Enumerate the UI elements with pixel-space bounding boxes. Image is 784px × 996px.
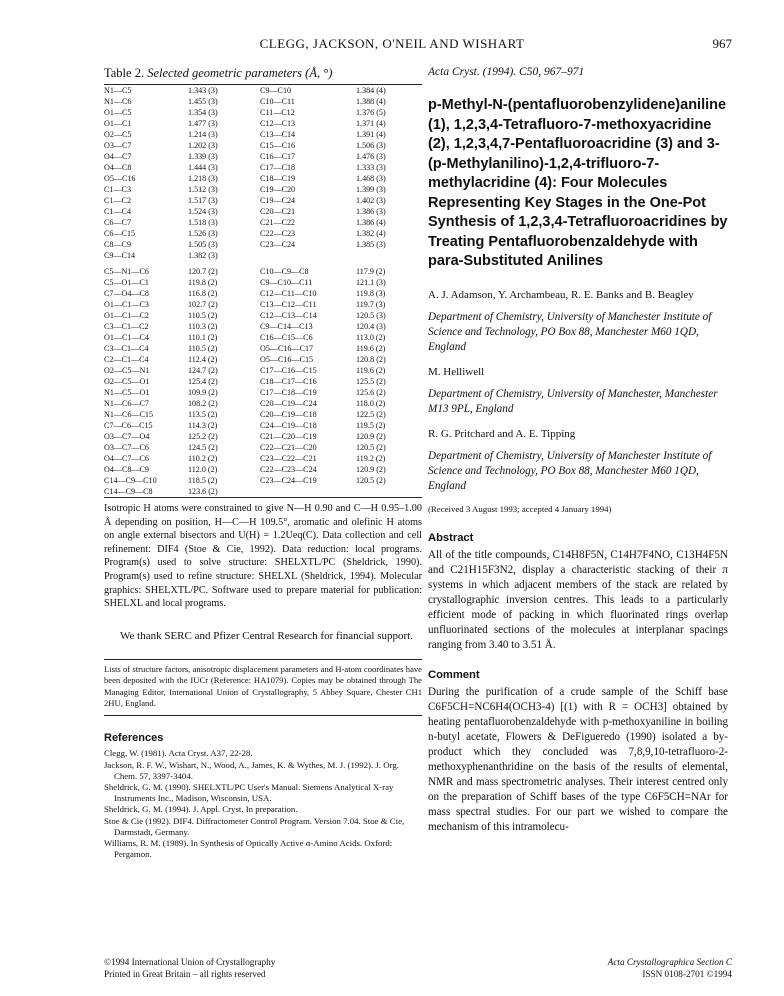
- parameter-value: 110.2 (2): [188, 454, 218, 463]
- parameter-label: C17—C18—C19: [260, 388, 317, 397]
- parameter-label: O2—C5: [104, 130, 132, 139]
- parameter-value: 1.385 (3): [356, 240, 386, 249]
- parameter-value: [356, 250, 418, 261]
- reference-item: Jackson, R. F. W., Wishart, N., Wood, A., James, K. & Wythes, M. J. (1992). J. Org. Chem. 57, 3397-3404.: [104, 759, 399, 781]
- parameter-label: N1—C6: [104, 97, 132, 106]
- parameter-value: 125.6 (2): [356, 388, 386, 397]
- parameter-label: C1—C4: [104, 207, 131, 216]
- left-column: [104, 66, 422, 860]
- parameter-label: O4—C8—C9: [104, 465, 149, 474]
- table-row: [104, 453, 422, 464]
- parameter-value: 114.3 (2): [188, 421, 218, 430]
- parameter-label: C3—C1—C4: [104, 344, 149, 353]
- geometric-parameters-table: [104, 84, 422, 498]
- parameter-value: 118.0 (2): [356, 399, 386, 408]
- parameter-value: 102.7 (2): [188, 300, 218, 309]
- parameter-value: 1.354 (3): [188, 108, 218, 117]
- parameter-value: 119.7 (3): [356, 300, 386, 309]
- parameter-label: C23—C22—C21: [260, 454, 317, 463]
- parameter-label: C22—C23—C24: [260, 465, 317, 474]
- table-row: [104, 332, 422, 343]
- parameter-label: C13—C12—C11: [260, 300, 317, 309]
- table-row: [104, 184, 422, 195]
- parameter-label: O1—C1—C3: [104, 300, 149, 309]
- parameter-value: 108.2 (2): [188, 399, 218, 408]
- parameter-label: O4—C8: [104, 163, 132, 172]
- parameter-value: 1.384 (4): [356, 86, 386, 95]
- parameter-value: 119.8 (3): [356, 289, 386, 298]
- parameter-value: 1.371 (4): [356, 119, 386, 128]
- table-row: [104, 140, 422, 151]
- copyright-line: ©1994 International Union of Crystallography: [104, 957, 276, 967]
- reference-item: Sheldrick, G. M. (1990). SHELXTL/PC User's Manual. Siemens Analytical X-ray Instruments Inc., Madison, Wisconsin, USA.: [104, 781, 394, 804]
- parameter-label: C23—C24: [260, 240, 296, 249]
- parameter-value: 1.468 (3): [356, 174, 386, 183]
- parameter-label: N1—C5—O1: [104, 388, 150, 397]
- copyright-notice: [104, 956, 275, 980]
- parameter-value: 113.5 (2): [188, 410, 218, 419]
- parameter-label: C20—C19—C24: [260, 399, 317, 408]
- table-row: [104, 206, 422, 217]
- parameter-value: 1.506 (3): [356, 141, 386, 150]
- parameter-label: N1—C5: [104, 86, 132, 95]
- parameter-label: O1—C1—C2: [104, 311, 149, 320]
- parameter-label: C1—C3: [104, 185, 131, 194]
- parameter-label: C15—C16: [260, 141, 296, 150]
- parameter-value: 120.7 (2): [188, 267, 218, 276]
- comment-heading: Comment: [428, 668, 480, 681]
- parameter-label: C16—C17: [260, 152, 296, 161]
- parameter-label: C24—C19—C18: [260, 421, 317, 430]
- abstract-body: All of the title compounds, C14H8F5N, C14H7F4NO, C13H4F5N and C21H15F3N2, display a characteristic stacking of their π systems in which adjacent members of the stack are related by crystallographic inversion centres. This leads to a particularly efficient mode of packing in which fluorinated rings overlap unfluorinated sections of the molecules at interplanar spacings ranging from 3.40 to 3.51 Å.: [428, 548, 728, 651]
- parameter-value: 119.8 (2): [188, 278, 218, 287]
- parameter-value: 122.5 (2): [356, 410, 386, 419]
- parameter-label: C19—C20: [260, 185, 296, 194]
- parameter-value: 1.524 (3): [188, 207, 218, 216]
- parameter-value: 1.512 (3): [188, 185, 218, 194]
- parameter-value: 1.218 (3): [188, 174, 218, 183]
- table-row: [104, 486, 422, 497]
- parameter-label: C10—C9—C8: [260, 267, 309, 276]
- references-heading: References: [104, 732, 164, 745]
- parameter-value: 120.5 (2): [356, 443, 386, 452]
- parameter-label: [260, 250, 356, 261]
- table-row: [104, 431, 422, 442]
- parameter-label: O5—C16: [104, 174, 136, 183]
- table-row: [104, 376, 422, 387]
- parameter-label: C18—C17—C16: [260, 377, 317, 386]
- parameter-value: 1.517 (3): [188, 196, 218, 205]
- table-row: [104, 365, 422, 376]
- parameter-label: O2—C5—N1: [104, 366, 150, 375]
- received-dates: (Received 3 August 1993; accepted 4 January 1994): [428, 503, 612, 514]
- parameter-value: 1.202 (3): [188, 141, 218, 150]
- parameter-value: 116.8 (2): [188, 289, 218, 298]
- parameter-value: 1.476 (3): [356, 152, 386, 161]
- journal-footer-name: Acta Crystallographica Section C: [607, 957, 732, 967]
- parameter-label: C16—C15—C6: [260, 333, 313, 342]
- table-row: [104, 288, 422, 299]
- parameter-label: O4—C7—C6: [104, 454, 149, 463]
- table-row: [104, 398, 422, 409]
- paper-title: p-Methyl-N-(pentafluorobenzylidene)aniline (1), 1,2,3,4-Tetrafluoro-7-methoxyacridine (2), 1,2,3,4,7-Pentafluoroacridine (3) and 3-(p-Methylanilino)-1,2,4-trifluoro-7-methylacridine (4): Four Molecules Representing Key Stages in the One-Pot Synthesis of 1,2,3,4-Tetrafluoroacridines by Treating Pentafluorobenzaldehyde with para-Substituted Anilines: [428, 97, 728, 269]
- parameter-value: 117.9 (2): [356, 267, 386, 276]
- table-row: [104, 228, 422, 239]
- parameter-label: C11—C12: [260, 108, 295, 117]
- parameter-value: 1.477 (3): [188, 119, 218, 128]
- parameter-value: 120.4 (3): [356, 322, 386, 331]
- parameter-value: 125.4 (2): [188, 377, 218, 386]
- parameter-value: 1.455 (3): [188, 97, 218, 106]
- table-row: [104, 321, 422, 332]
- parameter-value: 125.2 (2): [188, 432, 218, 441]
- parameter-label: O1—C1—C4: [104, 333, 149, 342]
- table-row: [104, 343, 422, 354]
- parameter-label: O1—C5: [104, 108, 132, 117]
- parameter-label: C23—C24—C19: [260, 476, 317, 485]
- parameter-value: 1.399 (3): [356, 185, 386, 194]
- table-row: [104, 442, 422, 453]
- parameter-label: C8—C9: [104, 240, 131, 249]
- right-column: [428, 66, 728, 835]
- affiliation-3: Department of Chemistry, University of Manchester Institute of Science and Technology, PO Box 88, Manchester M60 1QD, England: [428, 449, 712, 492]
- parameter-value: 1.526 (3): [188, 229, 218, 238]
- table-row: [104, 250, 422, 261]
- parameter-value: 1.382 (4): [356, 229, 386, 238]
- parameter-value: 120.9 (2): [356, 432, 386, 441]
- parameter-value: 119.2 (2): [356, 454, 386, 463]
- parameter-value: 123.6 (2): [188, 487, 218, 496]
- parameter-label: C5—N1—C6: [104, 267, 149, 276]
- parameter-value: 110.3 (2): [188, 322, 218, 331]
- parameter-label: C10—C11: [260, 97, 295, 106]
- printed-line: Printed in Great Britain – all rights reserved: [104, 969, 266, 979]
- parameter-value: 119.6 (2): [356, 366, 386, 375]
- parameter-value: 113.0 (2): [356, 333, 386, 342]
- parameter-label: C20—C21: [260, 207, 296, 216]
- parameter-value: 112.0 (2): [188, 465, 218, 474]
- parameter-label: O4—C7: [104, 152, 132, 161]
- parameter-label: C12—C11—C10: [260, 289, 317, 298]
- parameter-value: 1.388 (4): [356, 97, 386, 106]
- authors-group-2: M. Helliwell: [428, 365, 485, 378]
- parameter-label: C14—C9—C10: [104, 476, 157, 485]
- parameter-value: 1.505 (3): [188, 240, 218, 249]
- parameter-label: C21—C20—C19: [260, 432, 317, 441]
- parameter-label: C9—C10—C11: [260, 278, 313, 287]
- deposit-note: Lists of structure factors, anisotropic displacement parameters and H-atom coordinates have been deposited with the IUCr (Reference: HA1079). Copies may be obtained through The Managing Editor, International Union of Crystallography, 5 Abbey Square, Chester CH1 2HU, England.: [104, 659, 422, 717]
- parameter-label: C13—C14: [260, 130, 296, 139]
- parameter-value: 110.5 (2): [188, 344, 218, 353]
- comment-body: During the purification of a crude sample of the Schiff base C6F5CH=NC6H4(OCH3-4) [(1) with R = OCH3] obtained by heating pentafluorobenzaldehyde with p-methoxyaniline in boiling n-butyl acetate, Flowers & DeFigueredo (1990) isolated a by-product which they concluded was 7,8,9,10-tetrafluoro-2-methoxyphenanthridine on the basis of the results of elemental, NMR and mass spectrometric analyses. Their interest centred only on the preparation of Schiff bases of the type C6F5CH=NAr for mass spectral studies. For our part we wished to compare the mechanism of this intramolecu-: [428, 685, 728, 833]
- table-row: [104, 475, 422, 486]
- table-row: [104, 195, 422, 206]
- parameter-value: 110.1 (2): [188, 333, 218, 342]
- parameter-label: N1—C6—C15: [104, 410, 154, 419]
- parameter-value: 118.5 (2): [188, 476, 218, 485]
- parameter-value: 1.214 (3): [188, 130, 218, 139]
- parameter-label: [260, 486, 356, 497]
- parameter-label: O3—C7—C6: [104, 443, 149, 452]
- table-row: [104, 387, 422, 398]
- parameter-label: C21—C22: [260, 218, 296, 227]
- parameter-label: O3—C7—O4: [104, 432, 150, 441]
- parameter-label: N1—C6—C7: [104, 399, 149, 408]
- parameter-label: C14—C9—C8: [104, 487, 153, 496]
- parameter-label: C18—C19: [260, 174, 296, 183]
- parameter-label: O2—C5—O1: [104, 377, 150, 386]
- parameter-value: 1.386 (4): [356, 218, 386, 227]
- table-row: [104, 173, 422, 184]
- affiliation-2: Department of Chemistry, University of Manchester, Manchester M13 9PL, England: [428, 387, 718, 415]
- table-row: [104, 266, 422, 277]
- parameter-value: 119.5 (2): [356, 421, 386, 430]
- reference-item: Williams, R. M. (1989). In Synthesis of Optically Active α-Amino Acids. Oxford: Pergamon.: [104, 838, 393, 860]
- parameter-label: C2—C1—C4: [104, 355, 149, 364]
- running-head: CLEGG, JACKSON, O'NEIL AND WISHART: [259, 36, 525, 51]
- parameter-label: C7—O4—C8: [104, 289, 149, 298]
- parameter-label: C19—C24: [260, 196, 296, 205]
- table-row: [104, 107, 422, 118]
- abstract-heading: Abstract: [428, 531, 474, 544]
- parameter-label: C17—C18: [260, 163, 296, 172]
- parameter-label: C20—C19—C18: [260, 410, 317, 419]
- parameter-label: C6—C7: [104, 218, 131, 227]
- refinement-note: Isotropic H atoms were constrained to give N—H 0.90 and C—H 0.95–1.00 Å depending on position, H—C—H 109.5°, aromatic and olefinic H atoms on angle external bisectors and U(H) = 1.2Ueq(C). Data collection and cell refinement: DIF4 (Stoe & Cie, 1992). Data reduction: local programs. Program(s) used to solve structure: SHELXTL/PC (Sheldrick, 1990). Program(s) used to refine structure: SHELXL (Sheldrick, 1994). Molecular graphics: SHELXTL/PC. Software used to prepare material for publication: SHELXL and local programs.: [104, 503, 422, 610]
- parameter-label: O5—C16—C17: [260, 344, 314, 353]
- table-caption-title: Selected geometric parameters (Å, °): [147, 66, 333, 80]
- table-row: [104, 464, 422, 475]
- table-row: [104, 409, 422, 420]
- parameter-label: C9—C10: [260, 86, 292, 95]
- parameter-value: 1.382 (3): [188, 251, 218, 260]
- parameter-label: C7—C6—C15: [104, 421, 153, 430]
- table-row: [104, 354, 422, 365]
- parameter-value: 1.333 (3): [356, 163, 386, 172]
- parameter-value: 124.7 (2): [188, 366, 218, 375]
- table-caption: [104, 66, 422, 81]
- parameter-label: O1—C1: [104, 119, 132, 128]
- parameter-label: O5—C16—C15: [260, 355, 314, 364]
- parameter-value: 125.5 (2): [356, 377, 386, 386]
- table-row: [104, 277, 422, 288]
- parameter-label: C12—C13: [260, 119, 296, 128]
- table-row: [104, 420, 422, 431]
- parameter-label: C5—O1—C1: [104, 278, 149, 287]
- parameter-value: 121.1 (3): [356, 278, 386, 287]
- table-row: [104, 217, 422, 228]
- reference-item: Stoe & Cie (1992). DIF4. Diffractometer Control Program. Version 7.04. Stoe & Cie, Darmstadt, Germany.: [104, 815, 405, 837]
- parameter-label: C9—C14—C13: [260, 322, 313, 331]
- table-caption-prefix: Table 2.: [104, 66, 145, 80]
- table-row: [104, 96, 422, 107]
- authors-group-1: A. J. Adamson, Y. Archambeau, R. E. Banks and B. Beagley: [428, 288, 694, 301]
- affiliation-1: Department of Chemistry, University of Manchester Institute of Science and Technology, PO Box 88, Manchester M60 1QD, England: [428, 310, 712, 353]
- table-row: [104, 299, 422, 310]
- reference-item: Sheldrick, G. M. (1994). J. Appl. Cryst. In preparation.: [104, 804, 298, 815]
- parameter-value: 124.5 (2): [188, 443, 218, 452]
- parameter-value: 120.5 (2): [356, 476, 386, 485]
- parameter-value: 1.386 (3): [356, 207, 386, 216]
- parameter-value: 110.5 (2): [188, 311, 218, 320]
- page-number: 967: [712, 36, 732, 51]
- table-row: [104, 162, 422, 173]
- parameter-label: C6—C15: [104, 229, 136, 238]
- parameter-label: C12—C13—C14: [260, 311, 317, 320]
- parameter-value: 120.9 (2): [356, 465, 386, 474]
- parameter-value: 120.8 (2): [356, 355, 386, 364]
- journal-footer: [608, 956, 732, 980]
- parameter-value: 1.391 (4): [356, 130, 386, 139]
- authors-group-3: R. G. Pritchard and A. E. Tipping: [428, 427, 576, 440]
- table-row: [104, 239, 422, 250]
- parameter-value: 1.343 (3): [188, 86, 218, 95]
- parameter-value: 120.5 (3): [356, 311, 386, 320]
- parameter-label: C17—C16—C15: [260, 366, 317, 375]
- parameter-value: 112.4 (2): [188, 355, 218, 364]
- parameter-value: [356, 486, 418, 497]
- parameter-value: 1.518 (3): [188, 218, 218, 227]
- parameter-value: 1.339 (3): [188, 152, 218, 161]
- parameter-label: C22—C23: [260, 229, 296, 238]
- acknowledgement: We thank SERC and Pfizer Central Research for financial support.: [120, 629, 413, 642]
- table-row: [104, 129, 422, 140]
- parameter-label: C3—C1—C2: [104, 322, 149, 331]
- references-list: [104, 748, 422, 860]
- table-row: [104, 118, 422, 129]
- parameter-value: 109.9 (2): [188, 388, 218, 397]
- journal-citation: Acta Cryst. (1994). C50, 967–971: [428, 66, 585, 78]
- parameter-value: 119.6 (2): [356, 344, 386, 353]
- table-row: [104, 85, 422, 96]
- parameter-label: C9—C14: [104, 251, 136, 260]
- reference-item: Clegg, W. (1981). Acta Cryst. A37, 22-28.: [104, 748, 253, 759]
- parameter-value: 1.402 (3): [356, 196, 386, 205]
- parameter-value: 1.376 (5): [356, 108, 386, 117]
- table-row: [104, 151, 422, 162]
- parameter-label: C22—C21—C20: [260, 443, 317, 452]
- table-row: [104, 310, 422, 321]
- parameter-label: O3—C7: [104, 141, 132, 150]
- journal-footer-issn: ISSN 0108-2701 ©1994: [642, 969, 732, 979]
- parameter-value: 1.444 (3): [188, 163, 218, 172]
- parameter-label: C1—C2: [104, 196, 131, 205]
